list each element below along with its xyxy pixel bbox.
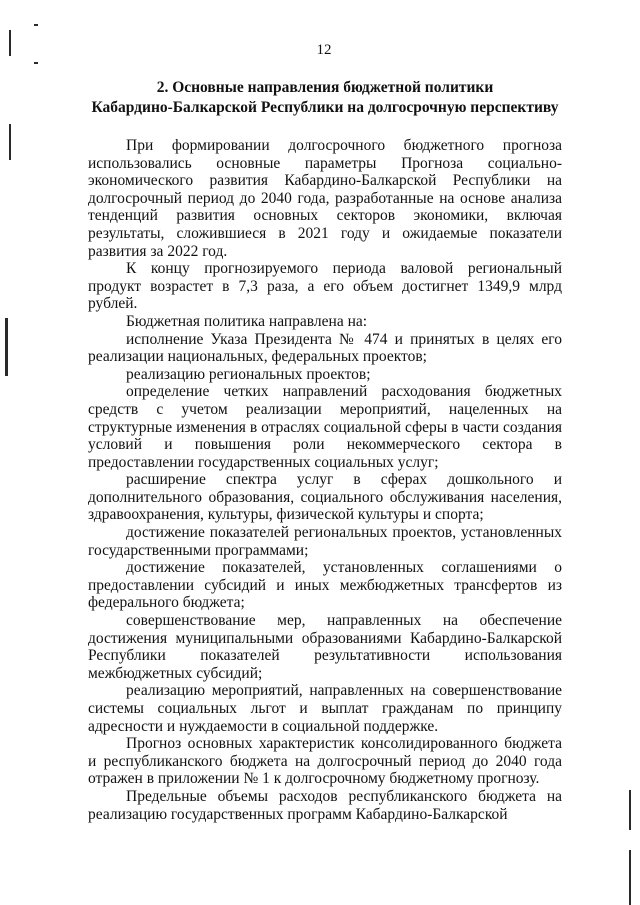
list-item: исполнение Указа Президента № 474 и принятых в целях его реализации национальных, федеральных проектов; xyxy=(88,330,562,366)
list-item: реализацию мероприятий, направленных на совершенствование системы социальных льгот и выплат гражданам по принципу адресности и нуждаемости в социальной поддержке. xyxy=(88,682,562,735)
document-body xyxy=(88,137,562,823)
list-item: реализацию региональных проектов; xyxy=(126,365,371,383)
paragraph: При формировании долгосрочного бюджетного прогноза использовались основные параметры Прогноза социально-экономического развития Кабардино-Балкарской Республики на долгосрочный период до 2040 года, разработанные на основе анализа тенденций развития основных секторов экономики, включая результаты, сложившиеся в 2021 году и ожидаемые показатели развития за 2022 год. xyxy=(88,137,562,260)
list-item: совершенствование мер, направленных на обеспечение достижения муниципальными образованиями Кабардино-Балкарской Республики показателей результативности использования межбюджетных субсидий; xyxy=(88,612,562,682)
scan-edge-mark xyxy=(5,318,8,376)
list-item: расширение спектра услуг в сферах дошкольного и дополнительного образования, социального обслуживания населения, здравоохранения, культуры, физической культуры и спорта; xyxy=(88,471,562,524)
heading-line-1: 2. Основные направления бюджетной политики xyxy=(156,79,494,96)
scan-edge-mark xyxy=(34,24,38,26)
list-item: достижение показателей, установленных соглашениями о предоставлении субсидий и иных межбюджетных трансфертов из федерального бюджета; xyxy=(88,559,562,612)
scan-edge-mark xyxy=(629,790,631,830)
scan-edge-mark xyxy=(629,850,631,905)
section-heading xyxy=(88,78,562,118)
scan-edge-mark xyxy=(34,62,38,64)
paragraph: Бюджетная политика направлена на: xyxy=(126,312,368,330)
paragraph: Предельные объемы расходов республиканского бюджета на реализацию государственных программ Кабардино-Балкарской xyxy=(88,787,562,823)
page-number: 12 xyxy=(316,42,332,58)
list-item: достижение показателей региональных проектов, установленных государственными программами; xyxy=(88,524,562,559)
heading-line-2: Кабардино-Балкарской Республики на долгосрочную перспективу xyxy=(91,99,559,116)
scan-edge-mark xyxy=(9,124,11,160)
list-item: определение четких направлений расходования бюджетных средств с учетом реализации мероприятий, нацеленных на структурные изменения в отраслях социальной сферы в части создания условий и повышения роли некоммерческого сектора в предоставлении государственных социальных услуг; xyxy=(88,383,562,471)
paragraph: К концу прогнозируемого периода валовой региональный продукт возрастет в 7,3 раза, а его объем достигнет 1349,9 млрд рублей. xyxy=(88,260,562,313)
paragraph: Прогноз основных характеристик консолидированного бюджета и республиканского бюджета на долгосрочный период до 2040 года отражен в приложении № 1 к долгосрочному бюджетному прогнозу. xyxy=(88,735,562,788)
